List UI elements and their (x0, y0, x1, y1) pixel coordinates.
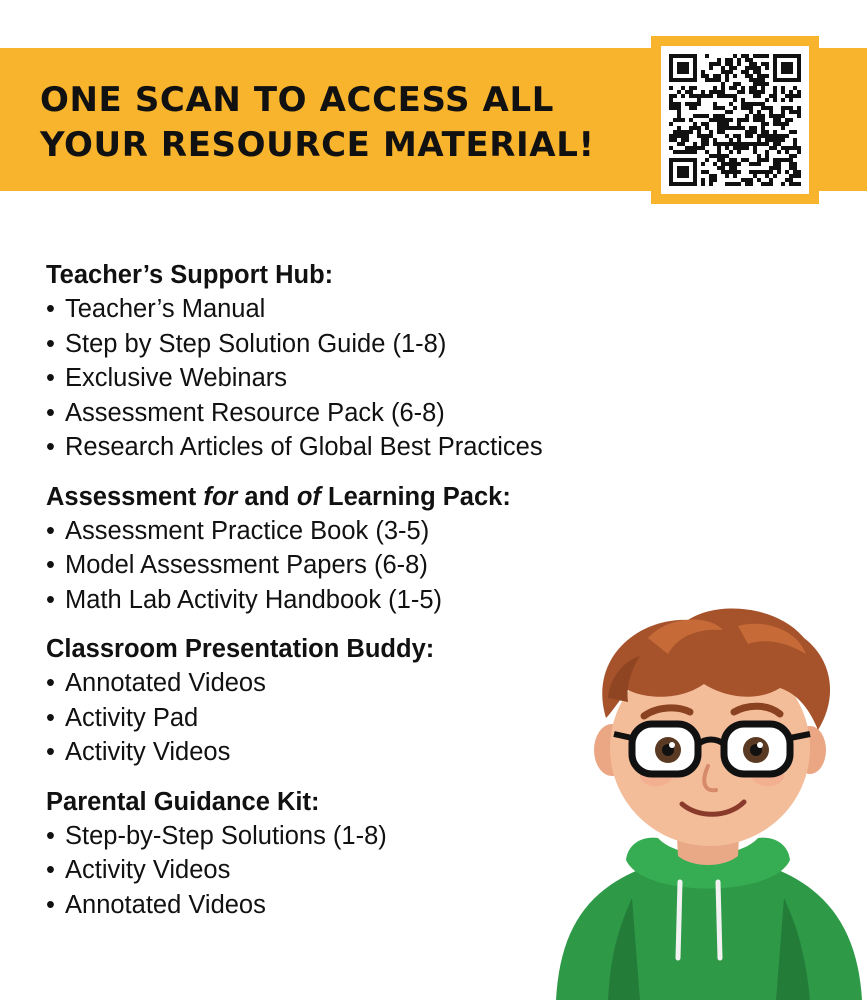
list-item: • Exclusive Webinars (46, 361, 686, 396)
qr-code-icon (669, 54, 801, 186)
bullet-icon: • (46, 890, 55, 919)
bullet-icon: • (46, 364, 55, 392)
section-title: Parental Guidance Kit: (46, 787, 320, 816)
bullet-icon: • (46, 703, 55, 732)
bullet-icon: • (46, 738, 55, 766)
list-item: • Assessment Resource Pack (6-8) (46, 396, 686, 431)
list-item: • Research Articles of Global Best Practices (46, 430, 686, 465)
section-title: Assessment for and of Learning Pack: (46, 482, 511, 511)
bullet-icon: • (46, 329, 55, 358)
cartoon-boy-with-glasses-illustration (548, 598, 867, 1000)
list-item: • Activity Videos (46, 735, 686, 770)
list-item: • Teacher’s Manual (46, 292, 686, 327)
bullet-icon: • (46, 398, 55, 427)
headline (40, 78, 640, 168)
bullet-icon: • (46, 551, 55, 579)
bullet-icon: • (46, 433, 55, 461)
section-title: Classroom Presentation Buddy: (46, 635, 435, 663)
bullet-icon: • (46, 856, 55, 884)
list-item: • Activity Pad (46, 701, 686, 736)
headline-line-1: ONE SCAN TO ACCESS ALL (40, 80, 554, 120)
bullet-icon: • (46, 295, 55, 323)
bullet-icon: • (46, 585, 55, 614)
qr-code[interactable] (661, 46, 809, 194)
list-item: • Step by Step Solution Guide (1-8) (46, 327, 686, 362)
section-title: Teacher’s Support Hub: (46, 261, 334, 289)
list-item: • Annotated Videos (46, 666, 686, 701)
bullet-icon: • (46, 516, 55, 545)
list-item: • Activity Videos (46, 853, 686, 888)
list-item: • Step-by-Step Solutions (1-8) (46, 819, 686, 854)
list-item: • Annotated Videos (46, 888, 686, 923)
list-item: • Math Lab Activity Handbook (1-5) (46, 583, 686, 618)
list-item: • Assessment Practice Book (3-5) (46, 514, 686, 549)
bullet-icon: • (46, 821, 55, 850)
bullet-icon: • (46, 669, 55, 697)
list-item: • Model Assessment Papers (6-8) (46, 548, 686, 583)
headline-line-2: YOUR RESOURCE MATERIAL! (40, 125, 595, 165)
section-assessment-learning-pack (46, 480, 686, 618)
qr-code-frame (651, 36, 819, 204)
section-teachers-support-hub (46, 258, 686, 465)
